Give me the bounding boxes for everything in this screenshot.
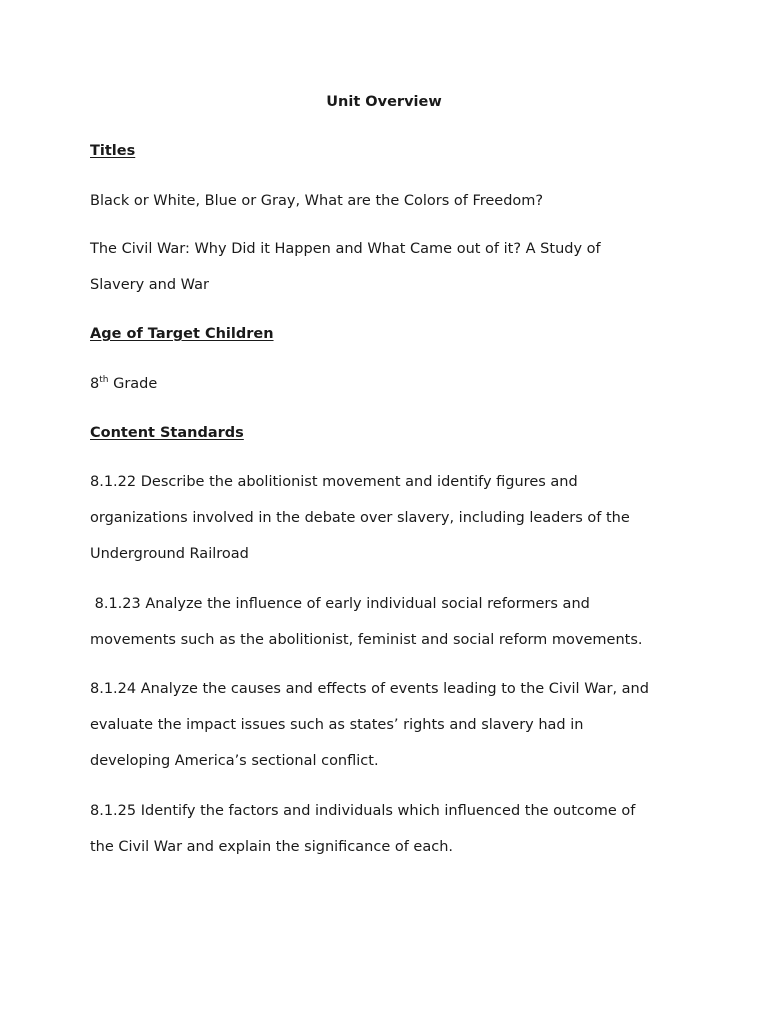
grade-text [90,374,157,394]
title-two-line-2: Slavery and War [90,277,209,293]
standard-8-1-22-line-3: Underground Railroad [90,546,249,562]
standard-8-1-22-line-2: organizations involved in the debate over slavery, including leaders of the [90,510,630,526]
grade-suffix: th [99,375,109,385]
standard-8-1-24-line-3: developing America’s sectional conflict. [90,753,379,769]
standard-8-1-23-line-2: movements such as the abolitionist, feminist and social reform movements. [90,632,643,648]
document-title: Unit Overview [326,94,442,110]
standard-8-1-25-line-1: 8.1.25 Identify the factors and individuals which influenced the outcome of [90,803,636,819]
standards-heading: Content Standards [90,425,244,441]
grade-word: Grade [108,376,158,392]
standard-8-1-25-line-2: the Civil War and explain the significance of each. [90,839,454,855]
standard-8-1-22-line-1: 8.1.22 Describe the abolitionist movement and identify figures and [90,474,578,490]
standard-8-1-24-line-1: 8.1.24 Analyze the causes and effects of events leading to the Civil War, and [90,681,649,697]
grade-number: 8 [90,376,100,392]
age-heading: Age of Target Children [90,326,274,342]
title-one: Black or White, Blue or Gray, What are the Colors of Freedom? [90,193,544,209]
standard-8-1-24-line-2: evaluate the impact issues such as states’ rights and slavery had in [90,717,584,733]
titles-heading: Titles [90,143,136,159]
standard-8-1-23-line-1: 8.1.23 Analyze the influence of early individual social reformers and [90,596,590,612]
title-two-line-1: The Civil War: Why Did it Happen and What Came out of it? A Study of [90,241,601,257]
